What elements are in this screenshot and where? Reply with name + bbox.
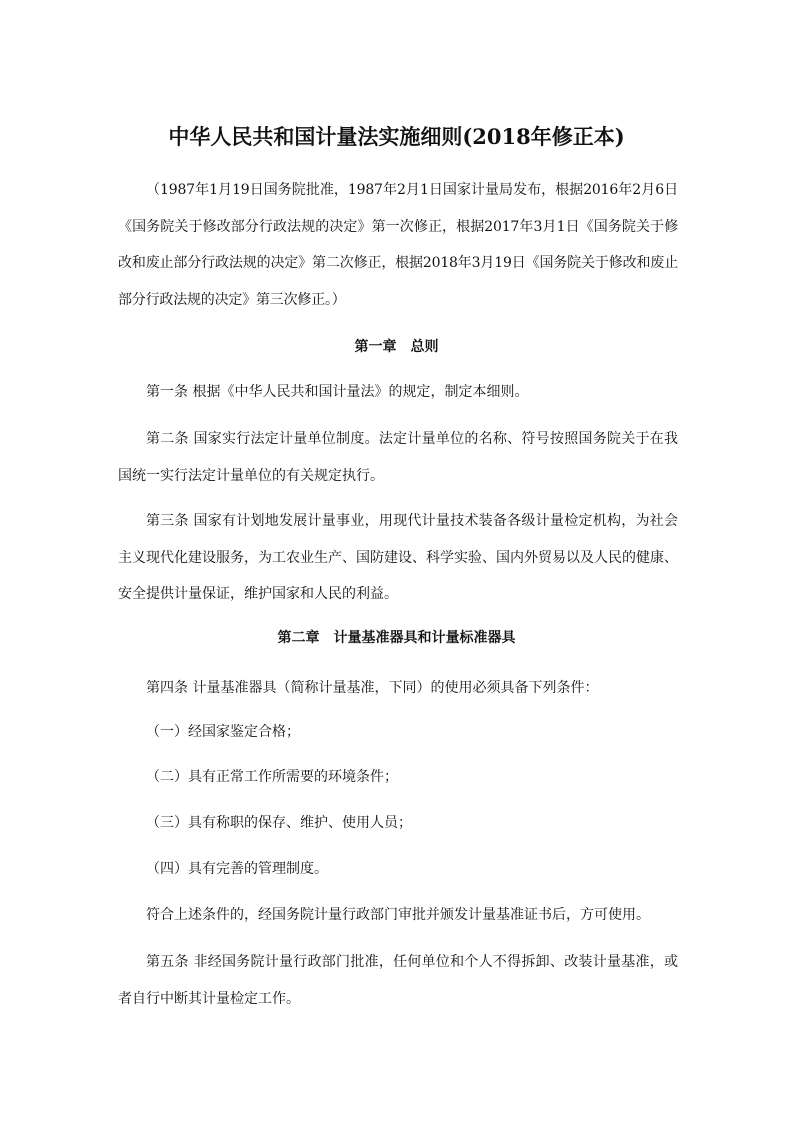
conditions-note: 符合上述条件的，经国务院计量行政部门审批并颁发计量基准证书后，方可使用。 xyxy=(146,907,650,923)
article-5: 第五条 非经国务院计量行政部门批准，任何单位和个人不得拆卸、改装计量基准，或者自行中断其计量检定工作。 xyxy=(118,954,678,1007)
article-1: 第一条 根据《中华人民共和国计量法》的规定，制定本细则。 xyxy=(146,384,529,400)
chapter-1-heading: 第一章 总则 xyxy=(354,339,439,355)
article-3: 第三条 国家有计划地发展计量事业，用现代计量技术装备各级计量检定机构，为社会主义现代化建设服务，为工农业生产、国防建设、科学实验、国内外贸易以及人民的健康、安全提供计量保证，维护国家和人民的利益。 xyxy=(118,513,678,602)
article-4: 第四条 计量基准器具（简称计量基准，下同）的使用必须具备下列条件： xyxy=(146,680,599,696)
condition-item-1: （一）经国家鉴定合格； xyxy=(146,724,300,740)
document-title: 中华人民共和国计量法实施细则(2018年修正本) xyxy=(168,124,625,149)
condition-item-3: （三）具有称职的保存、维护、使用人员； xyxy=(146,815,412,831)
preamble-paragraph: （1987年1月19日国务院批准，1987年2月1日国家计量局发布，根据2016年2月6日《国务院关于修改部分行政法规的决定》第一次修正，根据2017年3月1日《国务院关于修改和废止部分行政法规的决定》第二次修正，根据2018年3月19日《国务院关于修改和废止部分行政法规的决定》第三次修正。） xyxy=(118,182,678,308)
chapter-2-heading: 第二章 计量基准器具和计量标准器具 xyxy=(277,630,516,646)
condition-item-2: （二）具有正常工作所需要的环境条件； xyxy=(146,769,398,785)
condition-item-4: （四）具有完善的管理制度。 xyxy=(146,861,328,877)
article-2: 第二条 国家实行法定计量单位制度。法定计量单位的名称、符号按照国务院关于在我国统一实行法定计量单位的有关规定执行。 xyxy=(118,431,678,484)
